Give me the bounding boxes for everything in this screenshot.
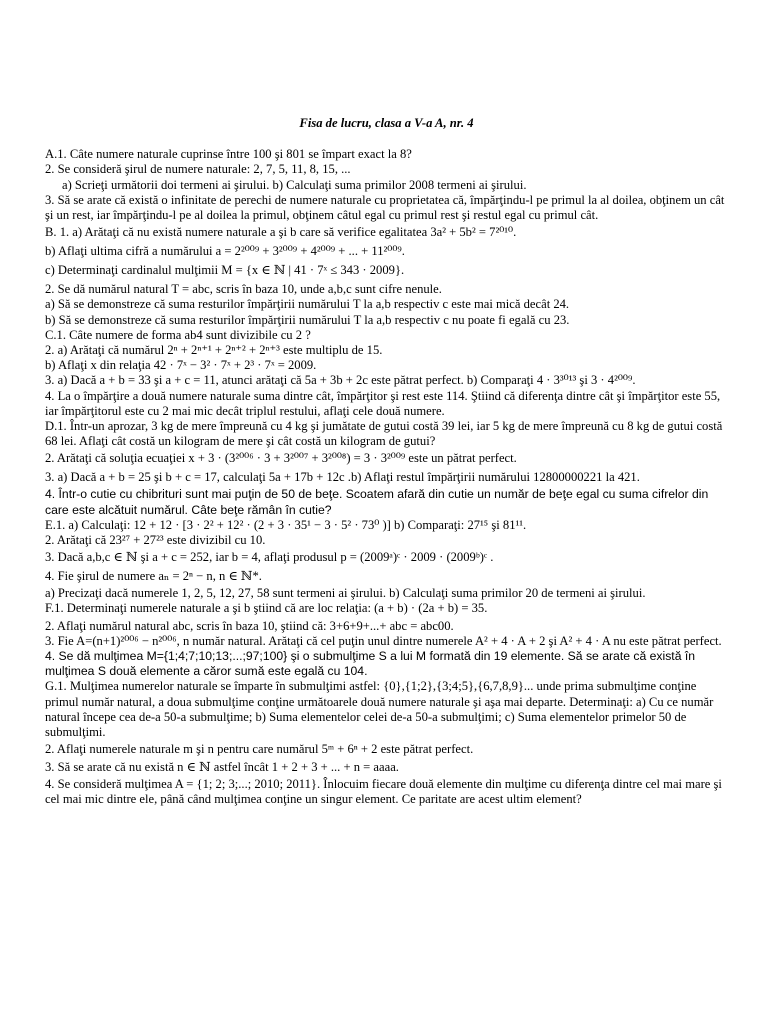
problem-f4: 4. Se dă mulţimea M={1;4;7;10;13;...;97;100} şi o submulţime S a lui M formată din 19 elemente. Să se arate că există în mulţimea S două elemente a căror sumă este egală cu 104. <box>45 649 696 679</box>
problem-c1: C.1. Câte numere de forma ab4 sunt divizibile cu 2 ? <box>45 327 311 342</box>
problem-a1: A.1. Câte numere naturale cuprinse între 100 şi 801 se împart exact la 8? <box>45 147 412 162</box>
problem-d1: D.1. Într-un aprozar, 3 kg de mere împreună cu 4 kg şi jumătate de gutui costă 39 lei, iar 5 kg de mere împreună cu 8 kg de gutui costă 68 lei. Aflaţi cât costă un kilogram de mere şi cât costă un kilogram de gutui? <box>45 419 723 449</box>
problem-g2: 2. Aflaţi numerele naturale m şi n pentru care numărul 5ᵐ + 6ⁿ + 2 este pătrat perfect. <box>45 742 474 757</box>
problem-g1: G.1. Mulţimea numerelor naturale se împarte în submulţimi astfel: {0},{1;2},{3;4;5},{6,7,8,9}... unde prima submulţime conţine primul număr natural, a doua submulţime conţine următoarele două numere naturale şi aşa mai departe. Determinaţi: a) Cu ce număr natural începe cea de-a 50-a submulţime; b) Suma elementelor celei de-a 50-a submulţimi; c) Suma elementelor primelor 50 de submulţimi. <box>45 679 714 740</box>
problem-f2: 2. Aflaţi numărul natural abc, scris în baza 10, ştiind că: 3+6+9+...+ abc = abc00. <box>45 618 454 633</box>
problem-c2b: b) Aflaţi x din relaţia 42 · 7ˣ − 3² · 7ˣ + 2³ · 7ˣ = 2009. <box>45 358 317 373</box>
problem-e4a: a) Precizaţi dacă numerele 1, 2, 5, 12, 27, 58 sunt termeni ai şirului. b) Calculaţi suma primilor 20 de termeni ai şirului. <box>45 586 646 601</box>
problem-g3: 3. Să se arate că nu există n ∈ ℕ astfel încât 1 + 2 + 3 + ... + n = aaaa. <box>45 759 399 774</box>
worksheet-title: Fisa de lucru, clasa a V-a A, nr. 4 <box>299 116 474 130</box>
problem-g4: 4. Se consideră mulţimea A = {1; 2; 3;...; 2010; 2011}. Înlocuim fiecare două elemente din mulţime cu diferenţa dintre cel mai mare şi cel mai mic dintre ele, până când mulţimea conţine un singur element. Ce paritate are acest ultim element? <box>45 776 722 806</box>
problem-e4: 4. Fie şirul de numere aₙ = 2ⁿ − n, n ∈ ℕ*. <box>45 569 262 584</box>
problem-f1: F.1. Determinaţi numerele naturale a şi b ştiind că are loc relaţia: (a + b) · (2a + b) = 35. <box>45 601 488 616</box>
problem-a2-parts: a) Scrieţi următorii doi termeni ai şirului. b) Calculaţi suma primilor 2008 termeni ai şirului. <box>62 177 527 192</box>
problem-b1a: B. 1. a) Arătaţi că nu există numere naturale a şi b care să verifice egalitatea 3a² + 5b² = 7²⁰¹⁰. <box>45 225 517 240</box>
problem-e3: 3. Dacă a,b,c ∈ ℕ şi a + c = 252, iar b = 4, aflaţi produsul p = (2009ᵃ)ᶜ · 2009 · (2009ᵇ)ᶜ . <box>45 550 494 565</box>
problem-d4: 4. Într-o cutie cu chibrituri sunt mai puţin de 50 de beţe. Scoatem afară din cutie un număr de beţe egal cu suma cifrelor din care este alcătuit numărul. Câte beţe rămân în cutie? <box>45 487 709 517</box>
problem-f3: 3. Fie A=(n+1)²⁰⁰⁶ − n²⁰⁰⁶, n număr natural. Arătaţi că cel puţin unul dintre numerele A² + 4 · A + 2 şi A² + 4 · A nu este pătrat perfect. <box>45 633 722 648</box>
problem-d3: 3. a) Dacă a + b = 25 şi b + c = 17, calculaţi 5a + 17b + 12c .b) Aflaţi restul împărţirii numărului 12800000221 la 421. <box>45 470 640 485</box>
problem-c4: 4. La o împărţire a două numere naturale suma dintre cât, împărţitor şi rest este 114. Ştiind că diferenţa dintre cât şi împărţitor este 55, iar împărţitorul este cu 2 mai mic decât triplul restului, aflaţi cele două numere. <box>45 388 721 418</box>
problem-c2a: 2. a) Arătaţi că numărul 2ⁿ + 2ⁿ⁺¹ + 2ⁿ⁺² + 2ⁿ⁺³ este multiplu de 15. <box>45 343 383 358</box>
problem-d2: 2. Arătaţi că soluţia ecuaţiei x + 3 · (3²⁰⁰⁶ · 3 + 3²⁰⁰⁷ + 3²⁰⁰⁸) = 3 · 3²⁰⁰⁹ este un pătrat perfect. <box>45 451 517 466</box>
problem-b2b: b) Să se demonstreze că suma resturilor împărţirii numărului T la a,b respectiv c nu poate fi egală cu 23. <box>45 312 570 327</box>
problem-e2: 2. Arătaţi că 23²⁷ + 27²³ este divizibil cu 10. <box>45 533 266 548</box>
problem-a3: 3. Să se arate că există o infinitate de perechi de numere naturale cu proprietatea că, împărţindu-l pe primul la al doilea, obţinem un cât şi un rest, iar împărţindu-l pe al doilea la primul, obţinem câtul egal cu primul rest şi restul egal cu primul cât. <box>45 192 725 223</box>
problem-c3: 3. a) Dacă a + b = 33 şi a + c = 11, atunci arătaţi că 5a + 3b + 2c este pătrat perfect. b) Comparaţi 4 · 3³⁰¹³ şi 3 · 4²⁰⁰⁹. <box>45 373 636 388</box>
problem-b1c: c) Determinaţi cardinalul mulţimii M = {x ∈ ℕ | 41 · 7ˣ ≤ 343 · 2009}. <box>45 263 405 278</box>
problem-b2a: a) Să se demonstreze că suma resturilor împărţirii numărului T la a,b respectiv c este mai mică decât 24. <box>45 297 570 312</box>
problem-b1b: b) Aflaţi ultima cifră a numărului a = 2²⁰⁰⁹ + 3²⁰⁰⁹ + 4²⁰⁰⁹ + ... + 11²⁰⁰⁹. <box>45 244 405 259</box>
problem-b2: 2. Se dă numărul natural T = abc, scris în baza 10, unde a,b,c sunt cifre nenule. <box>45 282 442 297</box>
problem-a2: 2. Se consideră şirul de numere naturale: 2, 7, 5, 11, 8, 15, ... <box>45 162 351 177</box>
problem-e1: E.1. a) Calculaţi: 12 + 12 · [3 · 2² + 12² · (2 + 3 · 35¹ − 3 · 5² · 73⁰ )] b) Comparaţi: 27¹⁵ şi 81¹¹. <box>45 517 527 532</box>
